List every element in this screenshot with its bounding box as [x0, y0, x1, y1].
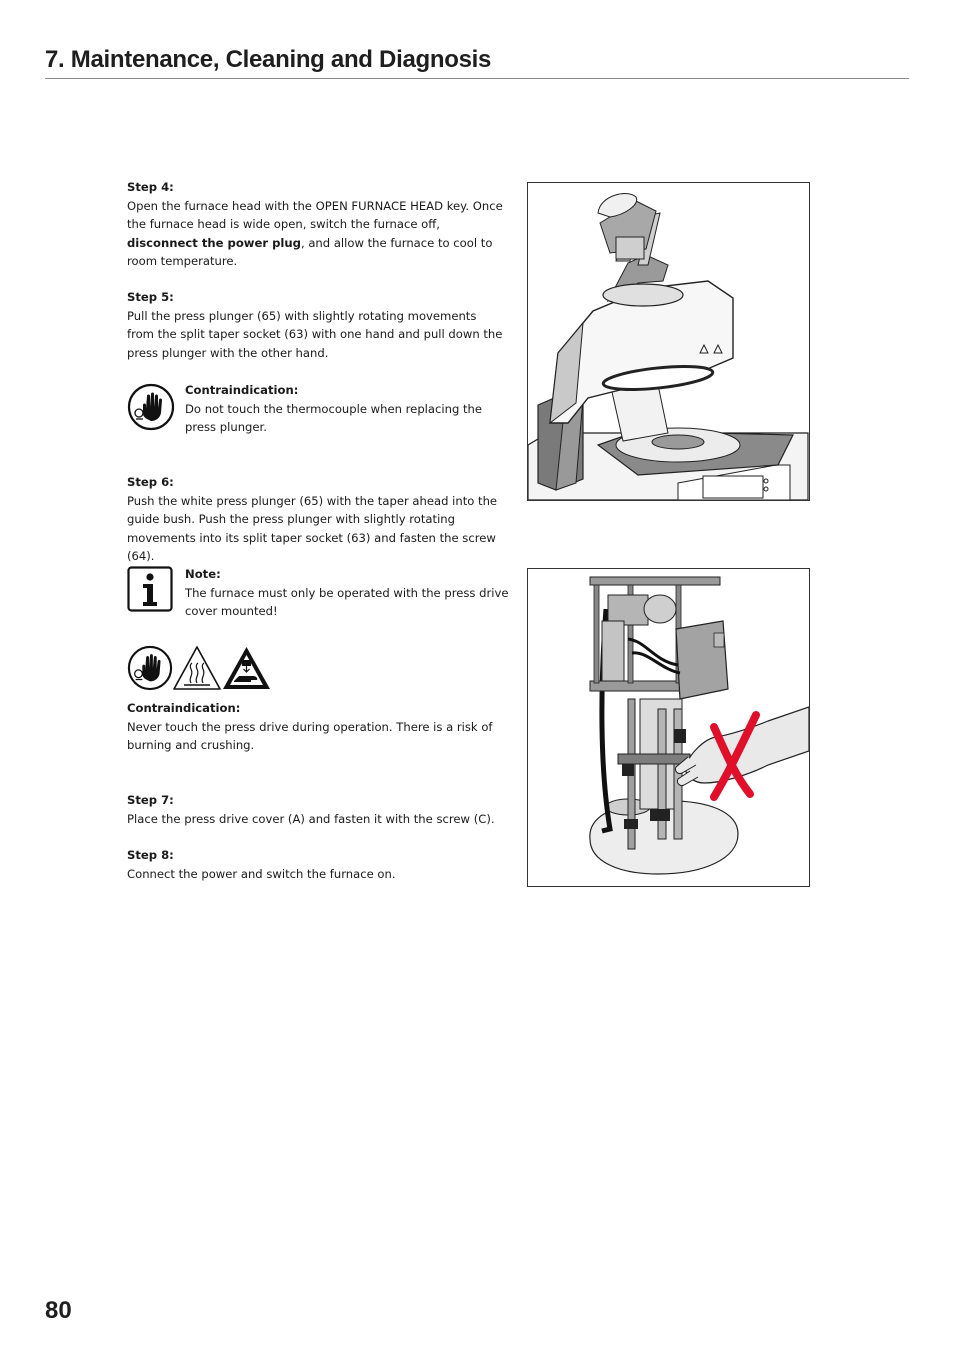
step-4-bold: disconnect the power plug	[127, 235, 301, 250]
note	[185, 565, 510, 621]
open-furnace-figure	[527, 182, 810, 501]
step-6-heading: Step 6:	[127, 475, 174, 489]
step-4-heading: Step 4:	[127, 180, 174, 194]
contraindication-2-heading: Contraindication:	[127, 701, 241, 715]
contraindication-2	[127, 699, 507, 755]
step-4	[127, 178, 507, 271]
step-6-text: Push the white press plunger (65) with the taper ahead into the guide bush. Push the press plunger with slightly rotating movements into its split taper socket (63) and fasten the screw (64).	[127, 493, 498, 563]
press-drive-illustration	[528, 569, 809, 886]
step-8-heading: Step 8:	[127, 848, 174, 862]
contraindication-2-text: Never touch the press drive during operation. There is a risk of burning and crushing.	[127, 719, 493, 752]
info-icon	[127, 566, 173, 612]
stop-hand-icon	[127, 383, 175, 431]
title-rule	[45, 78, 909, 79]
contraindication-1-text: Do not touch the thermocouple when replacing the press plunger.	[185, 401, 483, 434]
step-6	[127, 473, 507, 566]
stop-hand-icon	[127, 645, 173, 691]
note-heading: Note:	[185, 567, 221, 581]
contraindication-1	[185, 381, 510, 437]
hot-surface-warning-icon	[172, 645, 222, 691]
note-text: The furnace must only be operated with the press drive cover mounted!	[185, 585, 509, 618]
step-4-text: Open the furnace head with the OPEN FURNACE HEAD key. Once the furnace head is wide open, switch the furnace off, disconnect the power plug, and allow the furnace to cool to room temperature.	[127, 198, 503, 268]
step-7	[127, 791, 507, 828]
contraindication-1-heading: Contraindication:	[185, 383, 299, 397]
step-7-heading: Step 7:	[127, 793, 174, 807]
chapter-title: 7. Maintenance, Cleaning and Diagnosis	[45, 46, 492, 73]
press-drive-figure	[527, 568, 810, 887]
crush-hazard-warning-icon	[221, 645, 272, 691]
step-5	[127, 288, 507, 362]
step-8	[127, 846, 507, 883]
page-number: 80	[45, 1297, 72, 1324]
step-7-text: Place the press drive cover (A) and fasten it with the screw (C).	[127, 811, 495, 826]
step-5-text: Pull the press plunger (65) with slightly rotating movements from the split taper socket (63) with one hand and pull down the press plunger with the other hand.	[127, 308, 503, 360]
step-5-heading: Step 5:	[127, 290, 174, 304]
open-furnace-illustration	[528, 183, 809, 500]
step-8-text: Connect the power and switch the furnace on.	[127, 866, 396, 881]
